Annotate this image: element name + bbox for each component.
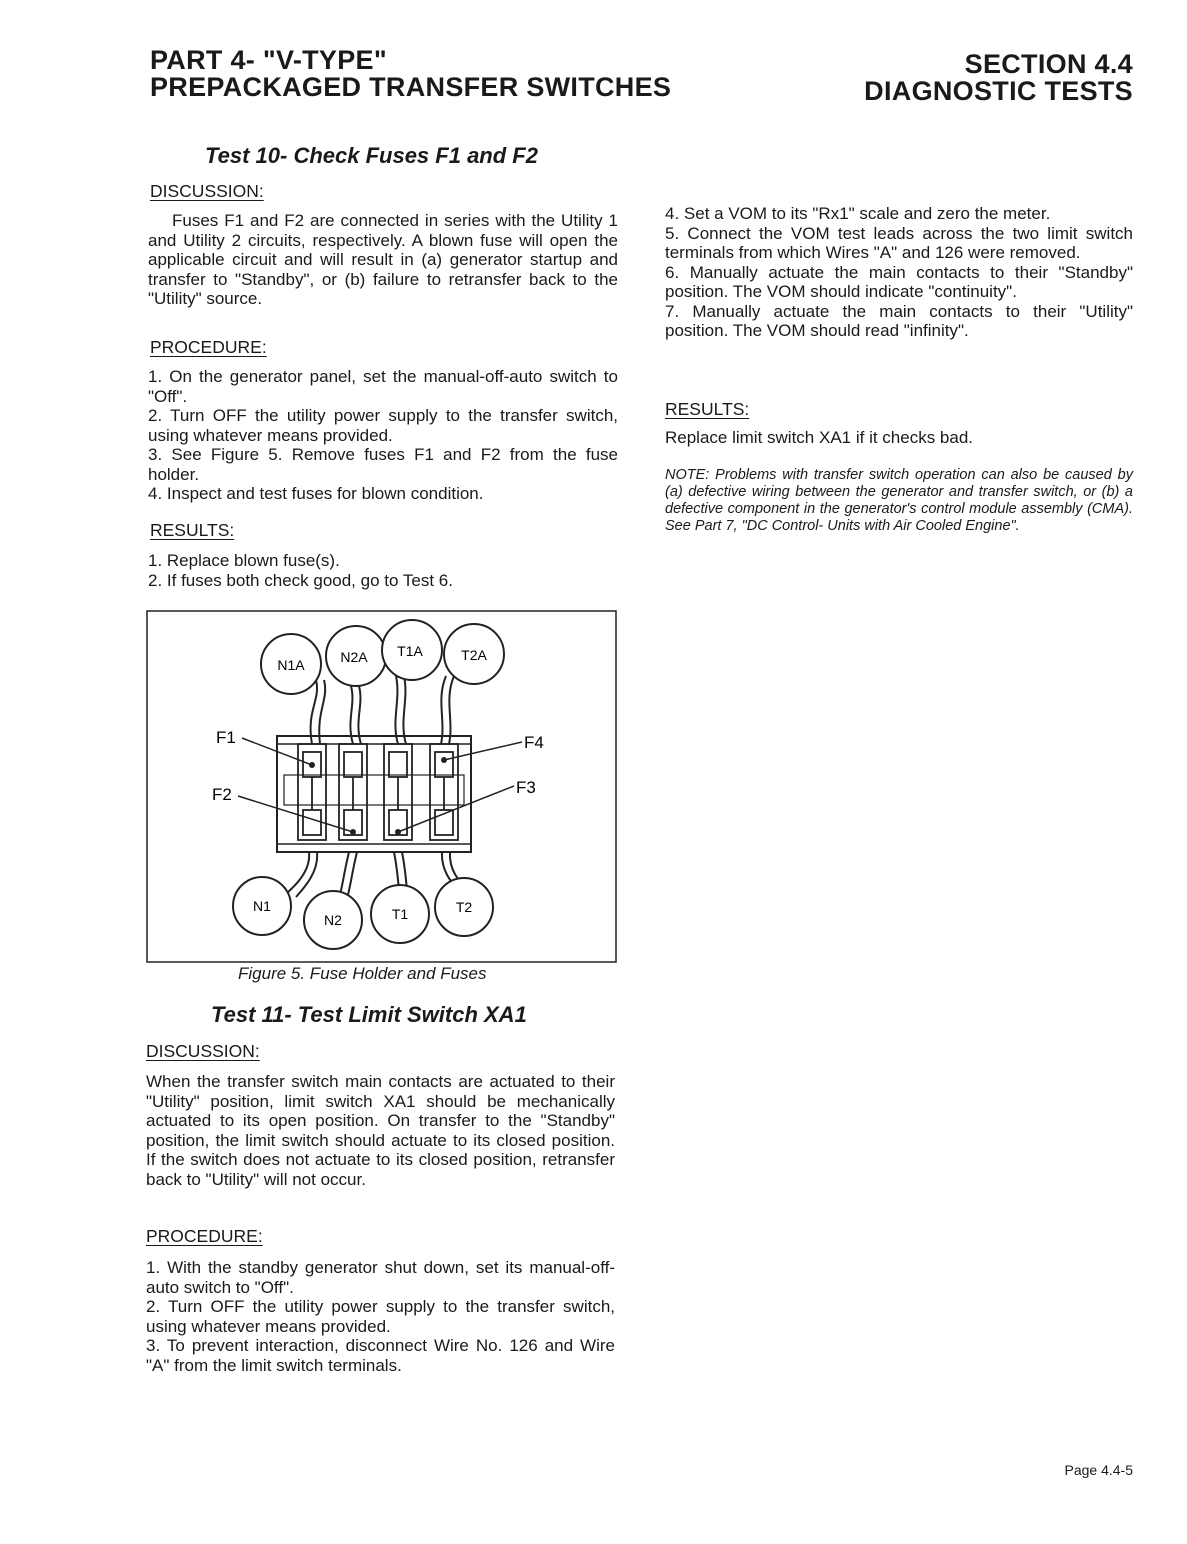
callout-f3 <box>395 778 536 835</box>
section-title <box>864 51 1133 105</box>
bottom-terminal-t1 <box>371 885 429 943</box>
test10-procedure-list <box>148 367 618 504</box>
callout-f1 <box>216 728 315 768</box>
test11-discussion-text: When the transfer switch main contacts are actuated to their "Utility" position, limit switch XA1 should be mechanically actuated to its open position. On transfer to the "Standby" position, the limit switch should actuate to its closed position. If the switch does not actuate to its closed position, retransfer back to "Utility" will not occur. <box>146 1072 615 1189</box>
test11-procedure-step: 5. Connect the VOM test leads across the two limit switch terminals from which Wires "A" and 126 were removed. <box>665 223 1133 262</box>
terminal-label: T2A <box>461 647 487 663</box>
test10-results-list <box>148 551 618 590</box>
bottom-terminal-n1 <box>233 877 291 935</box>
figure5-diagram <box>146 610 617 963</box>
test11-procedure-heading: PROCEDURE: <box>146 1226 263 1246</box>
callout-f4 <box>441 733 544 763</box>
terminal-label: N2 <box>324 912 342 928</box>
test10-procedure-step: 4. Inspect and test fuses for blown condition. <box>148 484 484 503</box>
test10-discussion-heading: DISCUSSION: <box>150 181 264 201</box>
test11-discussion-heading: DISCUSSION: <box>146 1041 260 1061</box>
part-title <box>150 47 671 101</box>
test10-procedure-step: 2. Turn OFF the utility power supply to the transfer switch, using whatever means provided. <box>148 406 618 445</box>
bottom-terminal-t2 <box>435 878 493 936</box>
top-terminal-t1a <box>382 620 442 680</box>
top-terminal-n1a <box>261 634 321 694</box>
fuse-holder-diagram <box>146 610 617 963</box>
top-wires <box>311 676 454 744</box>
test11-procedure-step: 7. Manually actuate the main contacts to their "Utility" position. The VOM should read "infinity". <box>665 301 1133 340</box>
fuse-label: F1 <box>216 728 236 747</box>
fuse-label: F2 <box>212 785 232 804</box>
test11-title: Test 11- Test Limit Switch XA1 <box>211 1002 527 1027</box>
terminal-label: T2 <box>455 899 473 915</box>
terminal-label: T1A <box>397 643 423 659</box>
test10-result-item: 1. Replace blown fuse(s). <box>148 551 340 570</box>
test11-results-heading: RESULTS: <box>665 399 750 419</box>
test11-procedure-list-col2 <box>665 204 1133 341</box>
figure5-caption: Figure 5. Fuse Holder and Fuses <box>238 964 487 983</box>
test10-procedure-step: 1. On the generator panel, set the manual-off-auto switch to "Off". <box>148 367 618 406</box>
section-title-line2: DIAGNOSTIC TESTS <box>864 76 1133 106</box>
test11-note: NOTE: Problems with transfer switch operation can also be caused by (a) defective wiring between the generator and transfer switch, or (b) a defective component in the generator's control module assembly (CMA). See Part 7, "DC Control- Units with Air Cooled Engine". <box>665 467 1133 534</box>
test11-procedure-step: 4. Set a VOM to its "Rx1" scale and zero the meter. <box>665 204 1051 223</box>
terminal-label: T1 <box>391 906 409 922</box>
test10-procedure-step: 3. See Figure 5. Remove fuses F1 and F2 from the fuse holder. <box>148 445 618 484</box>
part-title-line1: PART 4- "V-TYPE" <box>150 45 387 75</box>
fuse-label: F4 <box>524 733 544 752</box>
test10-result-item: 2. If fuses both check good, go to Test 6. <box>148 570 453 590</box>
test11-procedure-step: 3. To prevent interaction, disconnect Wire No. 126 and Wire "A" from the limit switch terminals. <box>146 1336 615 1375</box>
top-terminal-n2a <box>326 626 386 686</box>
terminal-label: N1A <box>277 657 305 673</box>
test11-procedure-step: 2. Turn OFF the utility power supply to the transfer switch, using whatever means provided. <box>146 1297 615 1336</box>
test10-title: Test 10- Check Fuses F1 and F2 <box>205 143 538 168</box>
fuse-clip-f3 <box>384 744 412 840</box>
test10-results-heading: RESULTS: <box>150 520 235 540</box>
top-terminal-t2a <box>444 624 504 684</box>
test10-procedure-heading: PROCEDURE: <box>150 337 267 357</box>
bottom-terminal-n2 <box>304 891 362 949</box>
section-title-line1: SECTION 4.4 <box>964 49 1133 79</box>
test11-results-text: Replace limit switch XA1 if it checks bad. <box>665 428 974 447</box>
fuse-clip-f1 <box>298 744 326 840</box>
test11-procedure-list-col1 <box>146 1258 615 1375</box>
page-number: Page 4.4-5 <box>1064 1462 1133 1478</box>
test11-procedure-step: 6. Manually actuate the main contacts to their "Standby" position. The VOM should indicate "continuity". <box>665 262 1133 301</box>
test11-procedure-step: 1. With the standby generator shut down, set its manual-off-auto switch to "Off". <box>146 1258 615 1297</box>
part-title-line2: PREPACKAGED TRANSFER SWITCHES <box>150 72 672 102</box>
fuse-label: F3 <box>516 778 536 797</box>
fuse-clip-f2 <box>339 744 367 840</box>
terminal-label: N2A <box>340 649 368 665</box>
test10-discussion-text: Fuses F1 and F2 are connected in series with the Utility 1 and Utility 2 circuits, respectively. A blown fuse will open the applicable circuit and will result in (a) generator startup and transfer to "Standby", or (b) failure to retransfer back to the "Utility" source. <box>148 211 618 308</box>
terminal-label: N1 <box>253 898 271 914</box>
